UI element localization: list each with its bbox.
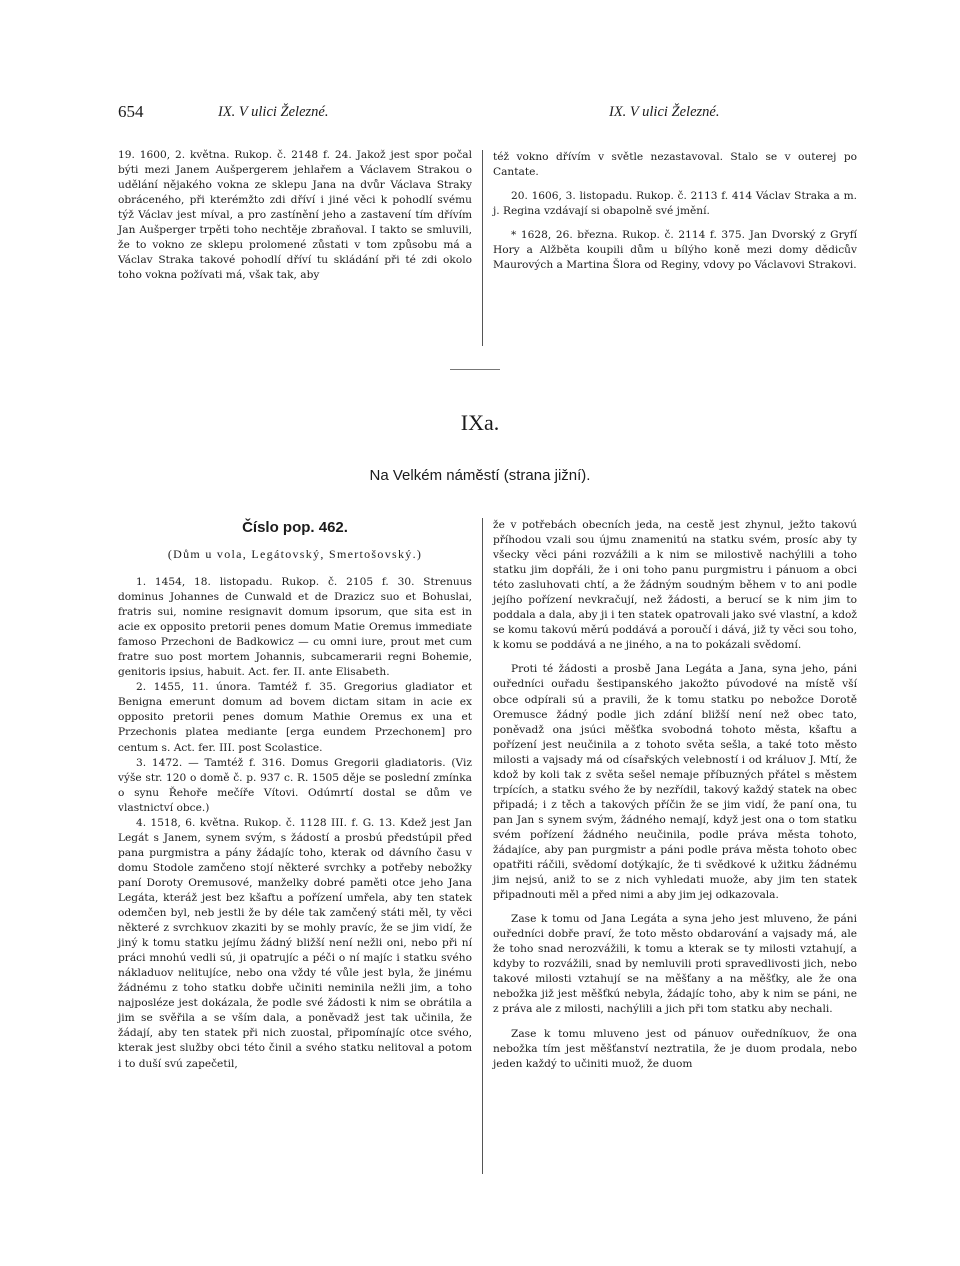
paragraph: že v potřebách obecních jeda, na cestě jest zhynul, ježto takovú příhodou vzali sou újmu znamenitú na statku svém, prosíc aby ty všecky věci páni rozvážili a k nim se milostivě nachýlili a toho statku jim dopřáli, že i oni toho panu purgmistru i pánuom a obci této zasluhovati chtí, a že žádným soudným během v to ani podle jejího pořízení nevkračují, než žádosti, a berucí se k nim jim to poddala a dala, aby ji i ten statek opatrovali jako své vlastní, a kdož se komu takovú měrú poddává a poroučí i dává, již ty věci sou toho, k komu se poddává a ne jiného, a na to pokázali svědomí. (493, 519, 857, 652)
paragraph: 4. 1518, 6. května. Rukop. č. 1128 III. f. G. 13. Kdež jest Jan Legát s Janem, synem svým, s žádostí a prosbú předstúpil před pana purgmistra a pány žádajíc toho, kterak od dávního času v domu Stodole zamčeno stojí některé svrchky a potřeby nebožky paní Doroty Oremusové, manželky dobré paměti otce jeho Jana Legáta, kteráž jest bez kšaftu a pořízení umřela, aby ten statek odemčen byl, neb jestli že by déle tak zamčený státi měl, ty věci některé z svrchkuov zkaziti by se mohly pravíc, že se jim vidí, že jiný k tomu statku jejímu žádný bližší není nežli oni, nebo při ní práci mnohú vedli sú, ji opatrujíc a péči o ní majíc i statku svého nákladuov nelitujíce, nebo ona vždy té vůle jest byla, že jinému žádnému z toho statku dobře učiniti neminila nežli jim, a toho najposléze jest dokázala, že podle své žádosti k nim se obrátila a jim se svěřila a se vším dala, a poněvadž jest tak učinila, že žádají, aby ten statek při nich zuostal, připomínajíc otce svého, kterak jest služby obci této činil a svého statku nelitoval a potom i to duší svú zapečetil, (118, 816, 472, 1070)
right-column-top (493, 150, 857, 273)
house-names: (Dům u vola, Legátovský, Smertošovský.) (167, 547, 423, 561)
paragraph: Zase k tomu od Jana Legáta a syna jeho jest mluveno, že páni ouředníci dobře praví, že toto město obdarování a vajsady má, ale že toho snad nerozvážili, k tomu a kterak se ty milosti vztahují, a kdyby to rozvážili, snad by nemluvili proti spravedlivosti jich, nebo takové milosti vztahují se na měšťany a na měšťky, ale že ona nebožka již jest měšťkú nebyla, žádajíc toho, aby k nim se páni, ne z práva ale z milosti, nachýlili a jich při tom statku aby nechali. (493, 913, 857, 1016)
paragraph: 20. 1606, 3. listopadu. Rukop. č. 2113 f. 414 Václav Straka a m. j. Regina vzdávají si obapolně své jmění. (493, 190, 857, 218)
column-divider (482, 150, 483, 346)
right-column-bottom (493, 518, 857, 1072)
paragraph: Proti té žádosti a prosbě Jana Legáta a Jana, syna jeho, páni ouředníci ouřadu šestipanského jakožto púvodové na místě vší obce odpírali sú a pravili, že k tomu statku po nebožce Dorotě Oremusce žádný podle jich zdání bližší není než obec tato, poněvadž ona jsúci měšťka svobodná tohoto města, kšaftu a pořízení jest neučinila a z tohoto světa sešla, a také toto město milosti a vajsady má od císařských velebností i od králuov J. Mtí, že kdož by koli tak z světa sešel nemaje příbuzných přátel s městem trpících, a statku svého že by nezřídil, takový každý statek na obec připadá; i z těch a takových příčin že se jim vidí, že paní ona, tu pan Jan s synem svým, žádného nemají, když jest ona o tom statku svém pořízení žádného neučinila, podle práva města tohoto, žádajíce, aby pan purgmistr a páni podle práva města tohoto obec opatřiti ráčili, svědomí dotýkajíc, že ti svědkové k užitku žádnému jim nejsú, aniž to se z nich vyhledati muože, aby jim ten statek připadnouti měl a před nimi a aby jim jej odkazovala. (493, 663, 857, 902)
column-divider (482, 518, 483, 1174)
left-column-bottom (118, 575, 472, 1072)
section-separator (450, 369, 500, 370)
house-number-heading: Číslo pop. 462. (242, 519, 348, 536)
paragraph: též vokno dřívím v světle nezastavoval. Stalo se v outerej po Cantate. (493, 151, 857, 179)
paragraph: Zase k tomu mluveno jest od pánuov ouředníkuov, že ona nebožka tím jest měšťanství neztratila, že je duom prodala, nebo jeden každý to učiniti muož, že duom (493, 1027, 857, 1070)
paragraph: * 1628, 26. března. Rukop. č. 2114 f. 375. Jan Dvorský z Gryfí Hory a Alžběta koupili dům u bílýho koně mezi domy dědicův Maurových a Martina Šlora od Reginy, vdovy po Václavovi Strakovi. (493, 229, 857, 272)
page-number: 654 (118, 102, 144, 121)
running-head-right: IX. V ulici Železné. (609, 104, 720, 120)
paragraph: 3. 1472. — Tamtéž f. 316. Domus Gregorii gladiatoris. (Viz výše str. 120 o domě č. p. 937 c. R. 1505 děje se poslední zmínka o synu Řehoře mečíře Vítovi. Odúmrtí dostal se dům ve vlastnictví obce.) (118, 756, 472, 814)
section-title: Na Velkém náměstí (strana jižní). (369, 467, 591, 484)
paragraph: 2. 1455, 11. února. Tamtéž f. 35. Gregorius gladiator et Benigna emerunt domum ad bovem dictam sitam in acie ex opposito pretorii penes domum Mathie Oremus ex una et Przechonis platea mediante [erga eundem Przechonem] pro centum s. Act. fer. III. post Scolastice. (118, 681, 472, 754)
running-head-left: IX. V ulici Železné. (218, 104, 329, 120)
left-column-top (118, 148, 472, 283)
paragraph: 1. 1454, 18. listopadu. Rukop. č. 2105 f. 30. Strenuus dominus Johannes de Cunwald et de Drazicz suo et Bohuslai, fratris sui, nomine resignavit domum ipsorum, que sita est in acie ex opposito pretorii penes domum Matie Oremus immediate famoso Przechoni de Badkowicz — cu omni iure, prout met cum fratre suo post mortem Johannis, subcamerarii regni Bohemie, genitoris ipsius, habuit. Act. fer. II. ante Elisabeth. (118, 576, 472, 679)
paragraph: 19. 1600, 2. května. Rukop. č. 2148 f. 24. Jakož jest spor počal býti mezi Janem Aušpergerem jehlařem a Václavem Strakou o udělání nějakého vokna ze sklepu Jana na dvůr Václava Straky obráceného, při kterémžto zdi dříví i jiné věci k pohodlí svému týž Václav jest míval, a pro zastínění jeho a zastavení tím dřívím Jan Aušperger trpěti toho nechtěje zbraňoval. I takto se smluvili, že to vokno ze sklepu prolomené zůstati v tom způsobu má a Václav Straka takové pohodlí dříví tu skládání při té zdi okolo toho vokna požívati má, však tak, aby (118, 149, 472, 282)
section-number: IXa. (460, 410, 500, 435)
